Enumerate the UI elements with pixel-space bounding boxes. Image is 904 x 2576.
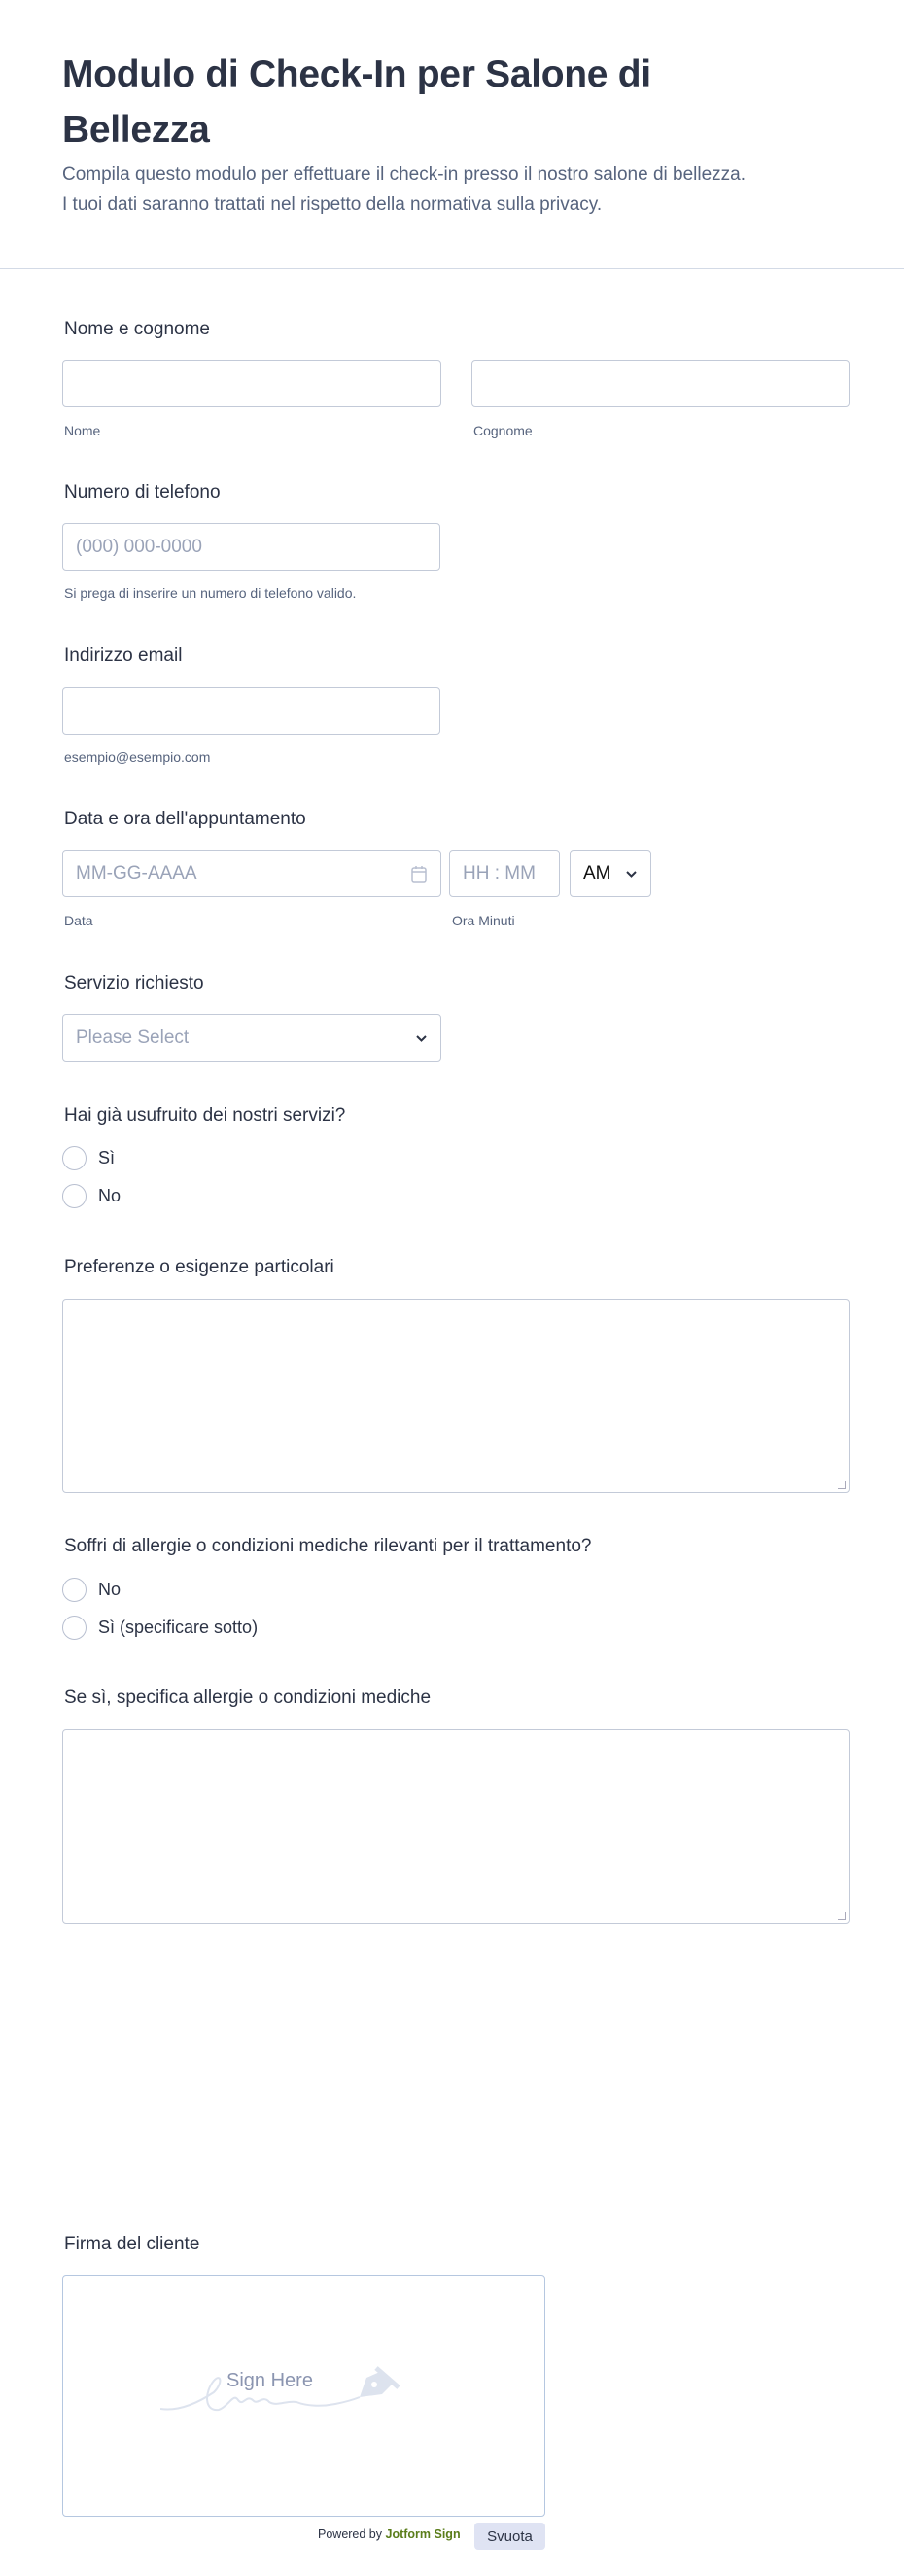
allergies-label: Soffri di allergie o condizioni mediche rilevanti per il trattamento? — [64, 1536, 592, 1556]
name-label: Nome e cognome — [64, 319, 210, 339]
appointment-label: Data e ora dell'appuntamento — [64, 809, 306, 829]
description-line: I tuoi dati saranno trattati nel rispetto della normativa sulla privacy. — [62, 194, 603, 215]
time-input[interactable] — [449, 850, 560, 897]
clear-signature-button[interactable]: Svuota — [474, 2523, 545, 2550]
service-label: Servizio richiesto — [64, 973, 204, 993]
ampm-select[interactable] — [570, 850, 651, 897]
signature-pad[interactable] — [62, 2275, 545, 2517]
radio-circle[interactable] — [62, 1146, 87, 1170]
time-placeholder: HH : MM — [463, 862, 536, 884]
radio-circle[interactable] — [62, 1184, 87, 1208]
service-placeholder: Please Select — [76, 1027, 190, 1048]
chevron-down-icon — [416, 1035, 427, 1042]
last-name-input[interactable] — [471, 360, 850, 407]
radio-si[interactable] — [62, 1146, 115, 1170]
header-divider — [0, 268, 904, 269]
signature-label: Firma del cliente — [64, 2234, 200, 2254]
radio-label: Sì — [98, 1148, 116, 1167]
radio-allergy-no[interactable] — [62, 1578, 121, 1602]
radio-label: No — [98, 1580, 122, 1599]
first-name-sublabel: Nome — [64, 423, 101, 438]
preferences-label: Preferenze o esigenze particolari — [64, 1257, 334, 1277]
radio-circle[interactable] — [62, 1616, 87, 1640]
radio-allergy-yes[interactable] — [62, 1616, 258, 1640]
jotform-sign-link[interactable]: Jotform Sign — [385, 2527, 461, 2541]
resize-handle-icon[interactable] — [838, 1912, 846, 1920]
service-select[interactable] — [62, 1014, 441, 1062]
last-name-sublabel: Cognome — [473, 423, 533, 438]
allergy-details-label: Se sì, specifica allergie o condizioni mediche — [64, 1688, 432, 1708]
email-label: Indirizzo email — [64, 645, 183, 666]
radio-label: No — [98, 1186, 122, 1205]
date-input[interactable] — [62, 850, 441, 897]
preferences-textarea[interactable] — [62, 1299, 850, 1493]
phone-helper: Si prega di inserire un numero di telefono valido. — [64, 585, 357, 601]
signature-scribble-icon — [160, 2363, 413, 2431]
radio-no[interactable] — [62, 1184, 121, 1208]
radio-circle[interactable] — [62, 1578, 87, 1602]
form-description — [62, 159, 859, 220]
powered-by-text: Powered by — [318, 2527, 383, 2541]
allergy-details-textarea[interactable] — [62, 1729, 850, 1924]
powered-by — [318, 2527, 461, 2541]
resize-handle-icon[interactable] — [838, 1481, 846, 1489]
radio-label: Sì (specificare sotto) — [98, 1618, 259, 1637]
description-line: Compila questo modulo per effettuare il check-in presso il nostro salone di bellezza. — [62, 164, 747, 185]
previous-visit-label: Hai già usufruito dei nostri servizi? — [64, 1105, 346, 1126]
date-sublabel: Data — [64, 913, 93, 928]
ampm-value: AM — [583, 862, 611, 884]
time-sublabel: Ora Minuti — [452, 913, 515, 928]
phone-input[interactable] — [62, 523, 440, 571]
first-name-input[interactable] — [62, 360, 441, 407]
calendar-icon[interactable] — [411, 865, 427, 883]
chevron-down-icon — [626, 871, 637, 878]
page-title: Modulo di Check-In per Salone di Bellezza — [62, 53, 651, 151]
email-input[interactable] — [62, 687, 440, 735]
sign-here-placeholder: Sign Here — [226, 2370, 313, 2391]
phone-label: Numero di telefono — [64, 482, 221, 503]
date-placeholder: MM-GG-AAAA — [76, 862, 197, 884]
email-helper: esempio@esempio.com — [64, 749, 211, 765]
phone-placeholder: (000) 000-0000 — [76, 536, 202, 557]
